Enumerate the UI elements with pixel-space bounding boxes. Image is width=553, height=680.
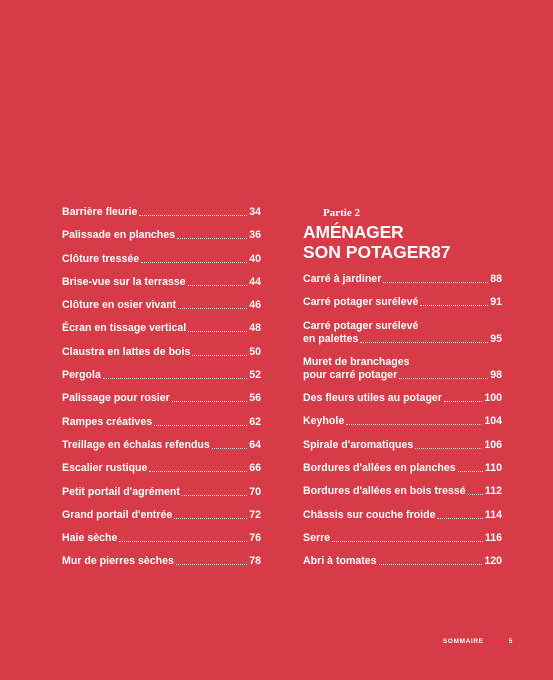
toc-entry-label: Carré à jardiner [303,273,382,285]
dot-leader [149,471,247,472]
dot-leader [178,308,247,309]
dot-leader [458,471,483,472]
toc-entry-label: Clôture en osier vivant [62,299,177,312]
dot-leader [188,331,247,332]
toc-entry-label: Rampes créatives [62,415,153,428]
part-title-line1: AMÉNAGER [303,222,404,242]
toc-entry-page: 110 [484,462,502,475]
part-title-line2: SON POTAGER [303,242,432,262]
toc-entry-label: Treillage en échalas refendus [62,438,210,451]
toc-entry-page: 95 [490,332,502,345]
toc-entry[interactable] [62,229,261,242]
toc-entry[interactable] [303,415,502,428]
toc-entry-page: 34 [249,206,261,218]
dot-leader [383,282,488,283]
toc-entry-label: Des fleurs utiles au potager [303,392,442,405]
toc-entry-label: Barrière fleurie [62,206,138,218]
toc-entry-label: Haie sèche [62,532,118,545]
toc-entry-label: Serre [303,531,331,544]
toc-right-column [303,206,502,579]
dot-leader [399,378,488,379]
toc-entry[interactable] [62,486,261,499]
dot-leader [420,305,488,306]
dot-leader [119,541,247,542]
dot-leader [444,401,482,402]
dot-leader [141,262,247,263]
toc-entry[interactable] [62,276,261,289]
toc-entry-label: Keyhole [303,415,345,428]
toc-entry-page: 52 [249,369,261,382]
toc-entry[interactable] [303,485,502,498]
page-footer [443,638,513,645]
footer-section: SOMMAIRE [443,638,484,645]
footer-page-number: 5 [508,638,513,645]
dot-leader [212,448,247,449]
dot-leader [415,448,482,449]
toc-entry-page: 76 [249,532,261,545]
dot-leader [139,215,247,216]
toc-entry-label: Clôture tressée [62,252,140,265]
toc-entry-label: pour carré potager [303,368,398,381]
toc-entry-label: Bordures d'allées en planches [303,462,456,475]
toc-entry-label: Palissade en planches [62,229,176,242]
dot-leader [468,494,483,495]
toc-entry-label: Grand portail d'entrée [62,508,173,521]
toc-entry-label: Bordures d'allées en bois tressé [303,485,466,498]
toc-entry-label: Spirale d'aromatiques [303,438,414,451]
toc-entry[interactable] [62,532,261,545]
dot-leader [174,518,247,519]
toc-entry-page: 116 [484,531,502,544]
dot-leader [360,342,488,343]
dot-leader [437,518,482,519]
dot-leader [177,238,247,239]
dot-leader [332,541,483,542]
toc-entry[interactable] [303,273,502,286]
toc-entry[interactable] [303,392,502,405]
toc-entry[interactable] [303,555,502,568]
toc-entry[interactable] [62,369,261,382]
toc-entry-label: Carré potager surélevé [303,296,419,309]
toc-entry-page: 112 [484,485,502,498]
dot-leader [154,425,247,426]
toc-entry-label: Escalier rustique [62,462,148,475]
toc-entry-page: 48 [249,322,261,335]
toc-entry-page: 104 [484,415,502,428]
toc-entry-page: 40 [249,252,261,265]
toc-entry[interactable] [62,509,261,522]
dot-leader [188,285,248,286]
part-page-number: 87 [431,242,451,262]
toc-entry-page: 120 [484,555,502,568]
toc-entry-label: Écran en tissage vertical [62,322,187,335]
toc-entry-page: 98 [490,368,502,381]
toc-right-entries [303,273,502,568]
toc-entry[interactable] [303,509,502,522]
toc-entry-page: 46 [249,299,261,312]
toc-entry-page: 66 [249,462,261,475]
toc-entry[interactable] [303,356,502,382]
toc-entry-label: Petit portail d'agrément [62,485,180,498]
toc-entry-label: en palettes [303,332,359,345]
toc-entry[interactable] [303,532,502,545]
toc-entry-label: Palissage pour rosier [62,392,170,405]
dot-leader [103,378,247,379]
toc-entry[interactable] [303,296,502,309]
toc-entry-page: 36 [249,229,261,242]
toc-entry[interactable] [303,320,502,346]
dot-leader [172,401,247,402]
toc-entry[interactable] [62,346,261,359]
toc-entry[interactable] [62,322,261,335]
toc-entry[interactable] [62,392,261,405]
toc-entry-label: Claustra en lattes de bois [62,345,191,358]
toc-entry[interactable] [62,299,261,312]
toc-entry-label: Abri à tomates [303,555,377,568]
toc-entry-label: Brise-vue sur la terrasse [62,275,186,288]
toc-entry[interactable] [62,206,261,219]
toc-entry-label-line1: Muret de branchages [303,355,410,368]
toc-entry-page: 88 [490,273,502,285]
toc-entry-page: 114 [484,508,502,521]
toc-entry-page: 72 [249,508,261,521]
dot-leader [192,355,247,356]
toc-left-column [62,206,261,579]
toc-entry-label-line1: Carré potager surélevé [303,319,419,332]
toc-entry[interactable] [303,462,502,475]
toc-entry-label: Mur de pierres sèches [62,555,174,568]
toc-entry-label: Châssis sur couche froide [303,508,436,521]
toc-entry-page: 78 [249,555,261,568]
toc-entry-page: 91 [490,296,502,309]
toc-entry-page: 62 [249,415,261,428]
toc-entry-label: Pergola [62,369,101,382]
toc-entry-page: 100 [484,392,502,405]
toc-entry[interactable] [62,555,261,568]
toc-entry-page: 50 [249,345,261,358]
toc-entry[interactable] [62,462,261,475]
dot-leader [379,564,483,565]
toc-entry-page: 70 [249,485,261,498]
toc-entry[interactable] [62,439,261,452]
toc-entry-page: 64 [249,438,261,451]
toc-entry[interactable] [303,439,502,452]
toc-entry-page: 56 [249,392,261,405]
toc-entry[interactable] [62,416,261,429]
toc-entry-page: 44 [249,275,261,288]
part-label: Partie 2 [323,207,360,219]
toc-entry-page: 106 [484,438,502,451]
toc-entry[interactable] [62,253,261,266]
dot-leader [346,424,482,425]
dot-leader [182,495,247,496]
part-title-row[interactable] [303,242,502,262]
dot-leader [176,564,247,565]
